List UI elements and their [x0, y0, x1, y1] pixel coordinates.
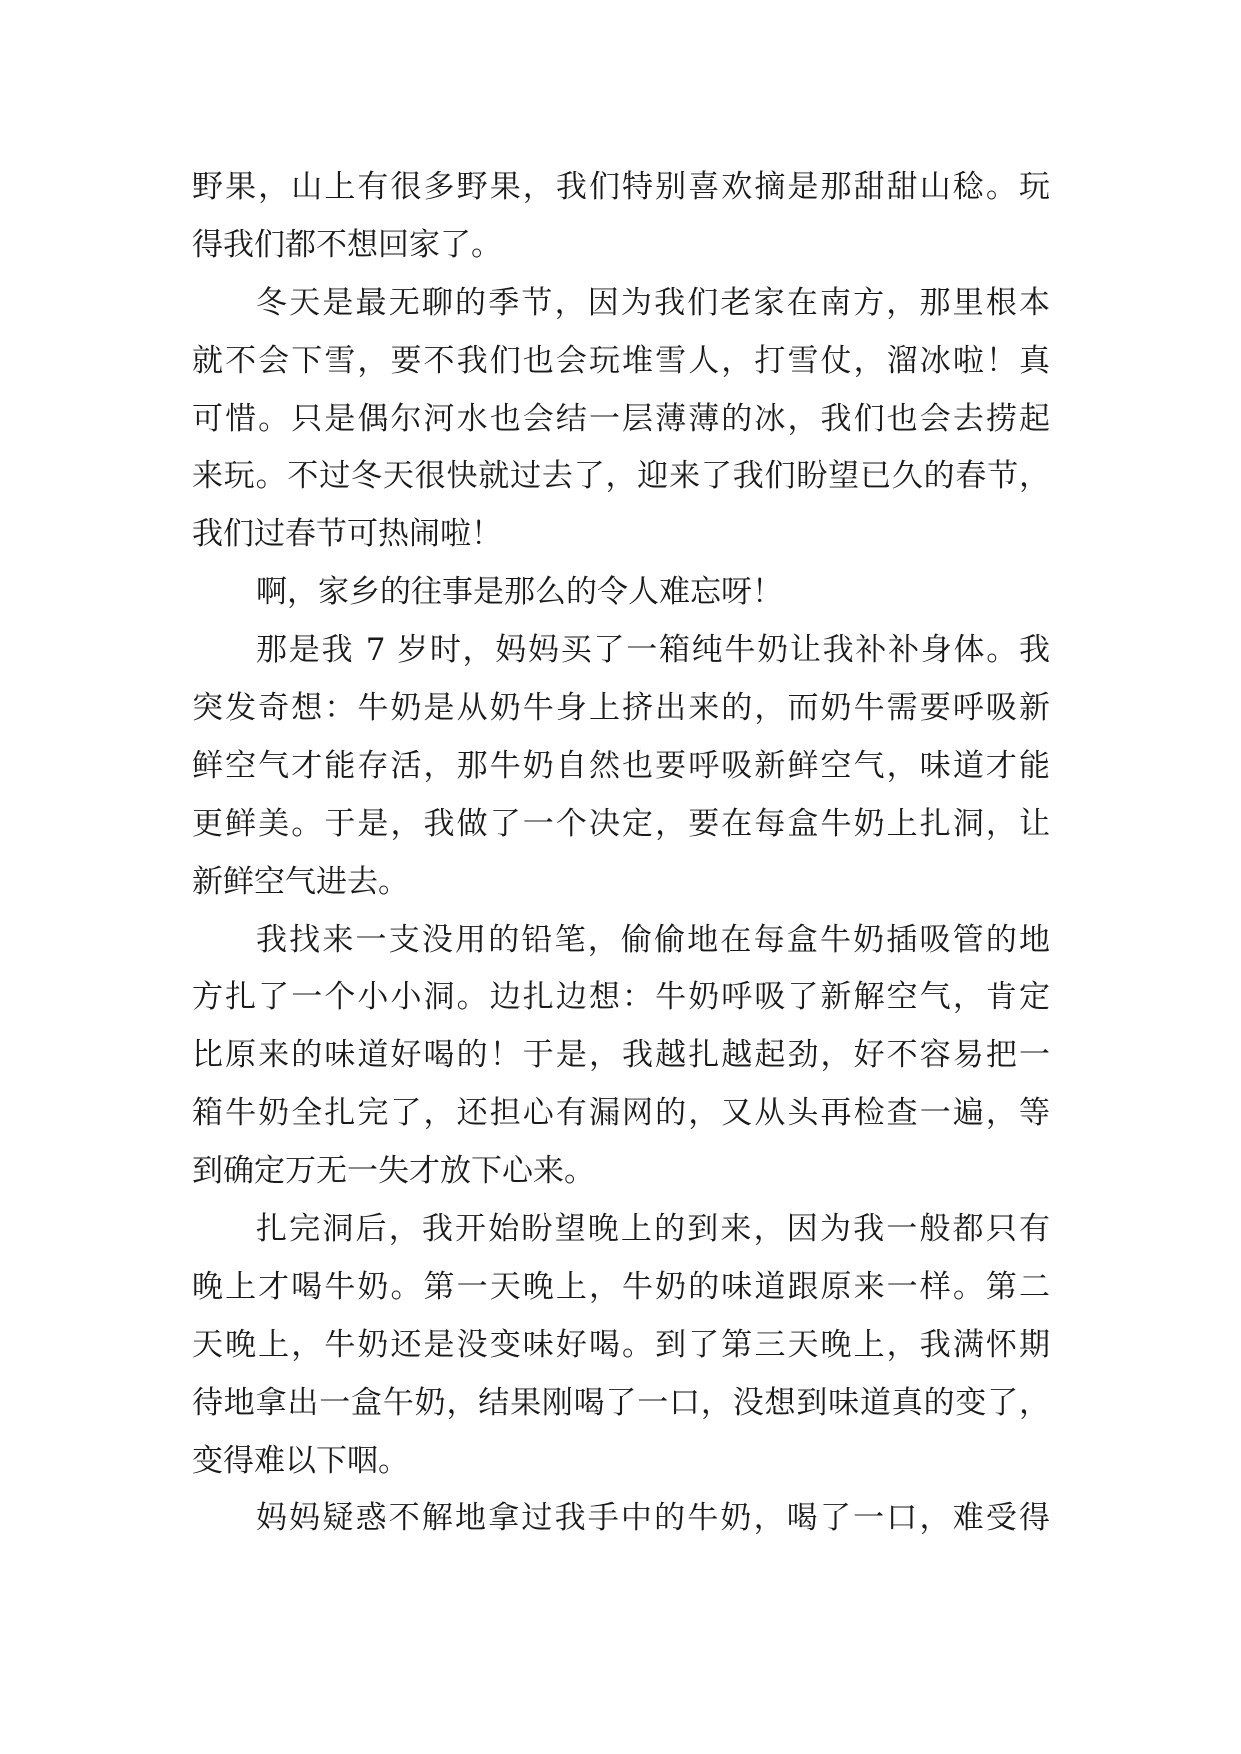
text-line: 那是我 7 岁时，妈妈买了一箱纯牛奶让我补补身体。我 — [256, 632, 1050, 669]
text-line: 待地拿出一盒午奶，结果刚喝了一口，没想到味道真的变了， — [192, 1384, 1050, 1421]
text-line: 变得难以下咽。 — [192, 1442, 409, 1479]
text-line: 更鲜美。于是，我做了一个决定，要在每盒牛奶上扎洞，让 — [192, 805, 1050, 842]
text-line: 比原来的味道好喝的！于是，我越扎越起劲，好不容易把一 — [192, 1037, 1050, 1074]
text-line: 就不会下雪，要不我们也会玩堆雪人，打雪仗，溜冰啦！真 — [192, 342, 1050, 379]
document-page — [192, 159, 1050, 1548]
text-line: 来玩。不过冬天很快就过去了，迎来了我们盼望已久的春节， — [192, 458, 1050, 495]
text-line: 我们过春节可热闹啦！ — [192, 516, 502, 553]
text-line: 鲜空气才能存活，那牛奶自然也要呼吸新鲜空气，味道才能 — [192, 747, 1050, 784]
text-line: 可惜。只是偶尔河水也会结一层薄薄的冰，我们也会去捞起 — [192, 400, 1050, 437]
text-line: 到确定万无一失才放下心来。 — [192, 1153, 595, 1190]
text-line: 得我们都不想回家了。 — [192, 226, 502, 263]
text-line: 扎完洞后，我开始盼望晚上的到来，因为我一般都只有 — [256, 1211, 1050, 1248]
text-line: 我找来一支没用的铅笔，偷偷地在每盒牛奶插吸管的地 — [256, 921, 1050, 958]
text-line: 野果，山上有很多野果，我们特别喜欢摘是那甜甜山稔。玩 — [192, 169, 1050, 205]
text-line: 啊，家乡的往事是那么的令人难忘呀！ — [256, 574, 783, 611]
text-line: 晚上才喝牛奶。第一天晚上，牛奶的味道跟原来一样。第二 — [192, 1268, 1050, 1305]
text-line: 天晚上，牛奶还是没变味好喝。到了第三天晚上，我满怀期 — [192, 1326, 1050, 1363]
text-line: 妈妈疑惑不解地拿过我手中的牛奶，喝了一口，难受得 — [256, 1500, 1050, 1537]
text-line: 冬天是最无聊的季节，因为我们老家在南方，那里根本 — [256, 284, 1050, 321]
text-line: 箱牛奶全扎完了，还担心有漏网的，又从头再检查一遍，等 — [192, 1095, 1050, 1132]
text-line: 突发奇想：牛奶是从奶牛身上挤出来的，而奶牛需要呼吸新 — [192, 690, 1050, 727]
text-line: 方扎了一个小小洞。边扎边想：牛奶呼吸了新解空气，肯定 — [192, 979, 1050, 1016]
text-line: 新鲜空气进去。 — [192, 863, 409, 900]
